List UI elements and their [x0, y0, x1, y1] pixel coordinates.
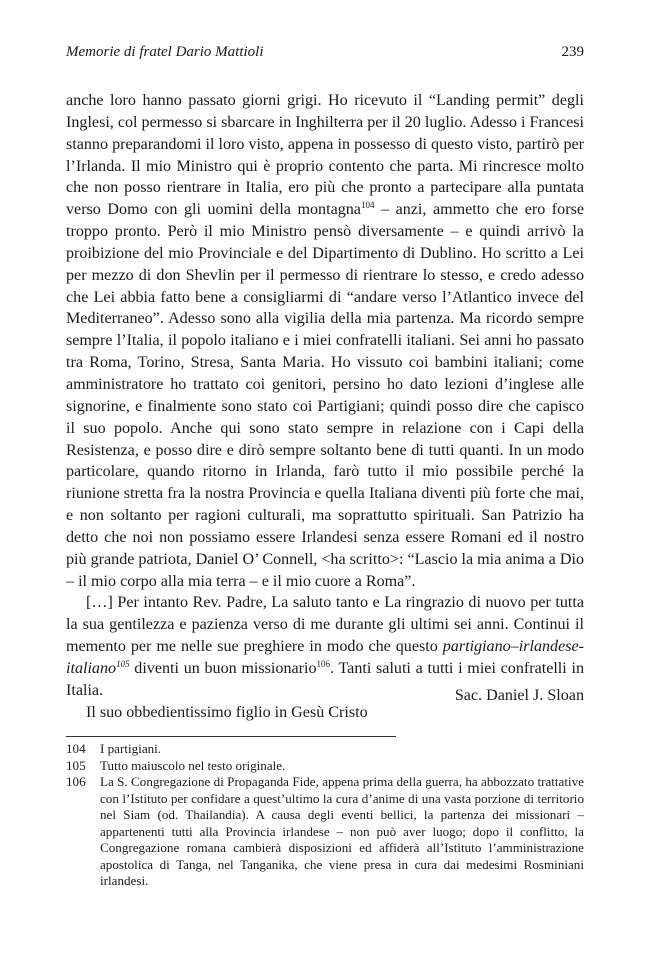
footnote-106 — [66, 774, 584, 890]
paragraph-2 — [66, 592, 584, 701]
paragraph-1-text-a: anche loro hanno passato giorni grigi. Ho ricevuto il “Landing permit” degli Inglesi, col permesso si sbarcare in Inghilterra per il 20 luglio. Adesso i Francesi stanno preparandomi il loro visto, appena in possesso di questo visto, partirò per l’Irlanda. Il mio Ministro qui è proprio contento che parta. Mi rincresce molto che non posso rientrare in Italia, ero più che pronto a partecipare alla puntata verso Domo con gli uomini della montagna — [66, 92, 585, 219]
footnote-text: La S. Congregazione di Propaganda Fide, appena prima della guerra, ha abbozzato trattative con l’Istituto per confidare a quest’ultimo la cura d’anime di una vasta porzione di territorio nel Siam (od. Thailandia). A causa degli eventi bellici, la partenza dei missionari – appartenenti tutti alla Provincia irlandese – non può aver luogo; dopo il conflitto, la Congregazione romana cambierà disposizioni ed affiderà all’Istituto l’amministrazione apostolica di Tanga, nel Tanganika, che viene presa in cura dai medesimi Rosminiani irlandesi. — [100, 774, 584, 888]
footnote-104 — [66, 741, 584, 758]
footnote-number: 105 — [66, 757, 86, 773]
signature: Sac. Daniel J. Sloan — [454, 687, 584, 704]
paragraph-2-text-c: . Tanti saluti a tutti i miei confratelli in Italia. — [66, 659, 584, 699]
paragraph-3: Il suo obbedientissimo figlio in Gesù Cristo — [86, 703, 368, 721]
footnote-number: 106 — [66, 774, 86, 789]
paragraph-2-text-b: diventi un buon missionario — [129, 659, 317, 677]
footnote-text: I partigiani. — [100, 741, 162, 756]
footnote-text: Tutto maiuscolo nel testo originale. — [100, 757, 286, 773]
footnotes — [66, 741, 584, 890]
paragraph-2-italic: partigiano–irlandese-italiano — [66, 638, 584, 677]
footnote-separator — [66, 736, 396, 737]
paragraph-1-text-b: – anzi, ammetto che ero forse troppo pronto. Però il mio Ministro pensò diversamente – e quindi arrivò la proibizione del mio Provinciale e del Dipartimento di Dublino. Ho scritto a Lei per mezzo di don Shevlin per il permesso di rientrare lo stesso, e credo adesso che Lei abbia fatto bene a consigliarmi di “andare verso l’Atlantico invece del Mediterraneo”. Adesso sono alla vigilia della mia partenza. Ma ricordo sempre sempre l’Italia, il popolo italiano e i miei confratelli italiani. Sei anni ho passato tra Roma, Torino, Stresa, Santa Maria. Ho vissuto coi bambini italiani; come amministratore ho trattato coi genitori, persino ho dato lezioni d’inglese alle signorine, e finalmente sono stato coi Partigiani; quindi posso dire che capisco il suo popolo. Anche qui sono stato sempre in relazione con i Capi della Resistenza, e posso dire e dirò sempre soltanto bene di tutti quanti. In un modo particolare, quando ritorno in Irlanda, farò tutto il mio possibile perché la riunione stretta fra la nostra Provincia e quella Italiana diventi più forte che mai, e non soltanto per ragioni culturali, ma soprattutto spirituali. San Patrizio ha detto che noi non possiamo essere Irlandesi senza essere Romani ed il nostro più grande patriota, Daniel O’ Connell, <ha scritto>: “Lascio la mia anima a Dio – il mio corpo alla mia terra – e il mio cuore a Roma”. — [66, 201, 584, 590]
paragraph-1 — [66, 90, 584, 592]
running-header — [66, 44, 584, 66]
footnote-ref-104: 104 — [360, 200, 375, 211]
footnote-number: 104 — [66, 741, 86, 756]
paragraph-2-text-a: […] Per intanto Rev. Padre, La saluto tanto e La ringrazio di nuovo per tutta la sua gentilezza e pazienza verso di me durante gli ultimi sei anni. Continui il memento per me nelle sue preghiere in modo che questo — [66, 594, 584, 656]
page-number: 239 — [561, 44, 584, 60]
footnote-105 — [66, 758, 584, 775]
footnote-ref-106: 106 — [316, 658, 331, 669]
footnote-ref-105: 105 — [116, 658, 130, 669]
main-text — [66, 90, 584, 723]
running-title: Memorie di fratel Dario Mattioli — [66, 44, 264, 60]
